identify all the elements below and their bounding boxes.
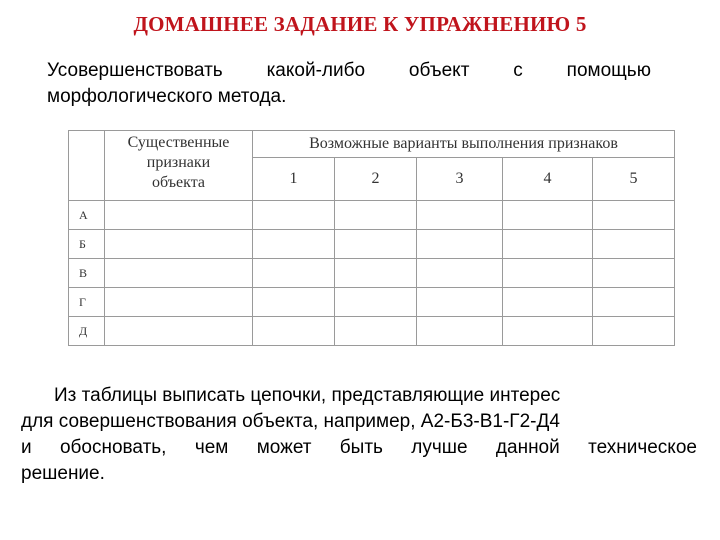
- table-cell: [335, 288, 417, 317]
- row-label: Г: [69, 288, 105, 317]
- features-header-line: Существенные: [127, 134, 230, 151]
- table-cell: [335, 230, 417, 259]
- outro-line-1: Из таблицы выписать цепочки, представляющие интерес: [54, 385, 561, 406]
- outro-word: данной: [495, 437, 560, 458]
- table-cell: [593, 201, 675, 230]
- table-cell: [105, 201, 253, 230]
- table-cell: [417, 230, 503, 259]
- task-instructions: [21, 383, 697, 487]
- table-cell: [335, 317, 417, 346]
- table-cell: [417, 288, 503, 317]
- task-intro: [47, 58, 651, 110]
- variant-number: 1: [253, 158, 335, 201]
- page-title: ДОМАШНЕЕ ЗАДАНИЕ К УПРАЖНЕНИЮ 5: [133, 12, 587, 36]
- table-row: [69, 230, 675, 259]
- table-cell: [503, 259, 593, 288]
- table-cell: [335, 259, 417, 288]
- intro-word: помощью: [566, 60, 651, 81]
- outro-word: быть: [339, 437, 383, 458]
- variant-number: 4: [503, 158, 593, 201]
- intro-word: с: [513, 60, 523, 81]
- table-cell: [105, 288, 253, 317]
- row-label: Д: [69, 317, 105, 346]
- table-cell: [417, 201, 503, 230]
- outro-line-2: для совершенствования объекта, например, А2-Б3-В1-Г2-Д4: [21, 411, 560, 432]
- table-cell: [593, 317, 675, 346]
- variant-number: 2: [335, 158, 417, 201]
- outro-word: техническое: [588, 437, 697, 458]
- outro-word: и: [21, 437, 32, 458]
- table-cell: [593, 230, 675, 259]
- table-cell: [253, 259, 335, 288]
- table-row: [69, 201, 675, 230]
- table-cell: [105, 317, 253, 346]
- table-cell: [503, 317, 593, 346]
- table-cell: [253, 317, 335, 346]
- table-row: [69, 317, 675, 346]
- variant-number: 5: [593, 158, 675, 201]
- features-header: [105, 131, 253, 201]
- intro-line-1: [47, 58, 651, 84]
- variants-header: Возможные варианты выполнения признаков: [253, 131, 675, 158]
- outro-word: может: [256, 437, 312, 458]
- corner-cell: [69, 131, 105, 158]
- outro-word: обосновать,: [59, 437, 167, 458]
- outro-word: чем: [194, 437, 229, 458]
- table-cell: [105, 230, 253, 259]
- table-cell: [417, 317, 503, 346]
- row-label: А: [69, 201, 105, 230]
- table-cell: [503, 230, 593, 259]
- features-header-line: объекта: [152, 174, 205, 191]
- table-cell: [593, 288, 675, 317]
- table-cell: [503, 201, 593, 230]
- table-cell: [417, 259, 503, 288]
- table-cell: [253, 230, 335, 259]
- row-label: В: [69, 259, 105, 288]
- outro-line-4: решение.: [21, 463, 105, 484]
- table-cell: [503, 288, 593, 317]
- table-cell: [253, 288, 335, 317]
- intro-word: какой-либо: [266, 60, 366, 81]
- variant-number: 3: [417, 158, 503, 201]
- intro-line-2: морфологического метода.: [47, 86, 287, 107]
- morphological-table: [68, 130, 675, 346]
- table-row: [69, 288, 675, 317]
- outro-word: лучше: [411, 437, 468, 458]
- table-row: [69, 259, 675, 288]
- table-cell: [105, 259, 253, 288]
- outro-line-3: [21, 435, 697, 461]
- corner-cell: [69, 158, 105, 201]
- intro-word: Усовершенствовать: [47, 60, 223, 81]
- table-cell: [335, 201, 417, 230]
- table-cell: [593, 259, 675, 288]
- intro-word: объект: [408, 60, 470, 81]
- table-cell: [253, 201, 335, 230]
- row-label: Б: [69, 230, 105, 259]
- features-header-line: признаки: [146, 154, 211, 171]
